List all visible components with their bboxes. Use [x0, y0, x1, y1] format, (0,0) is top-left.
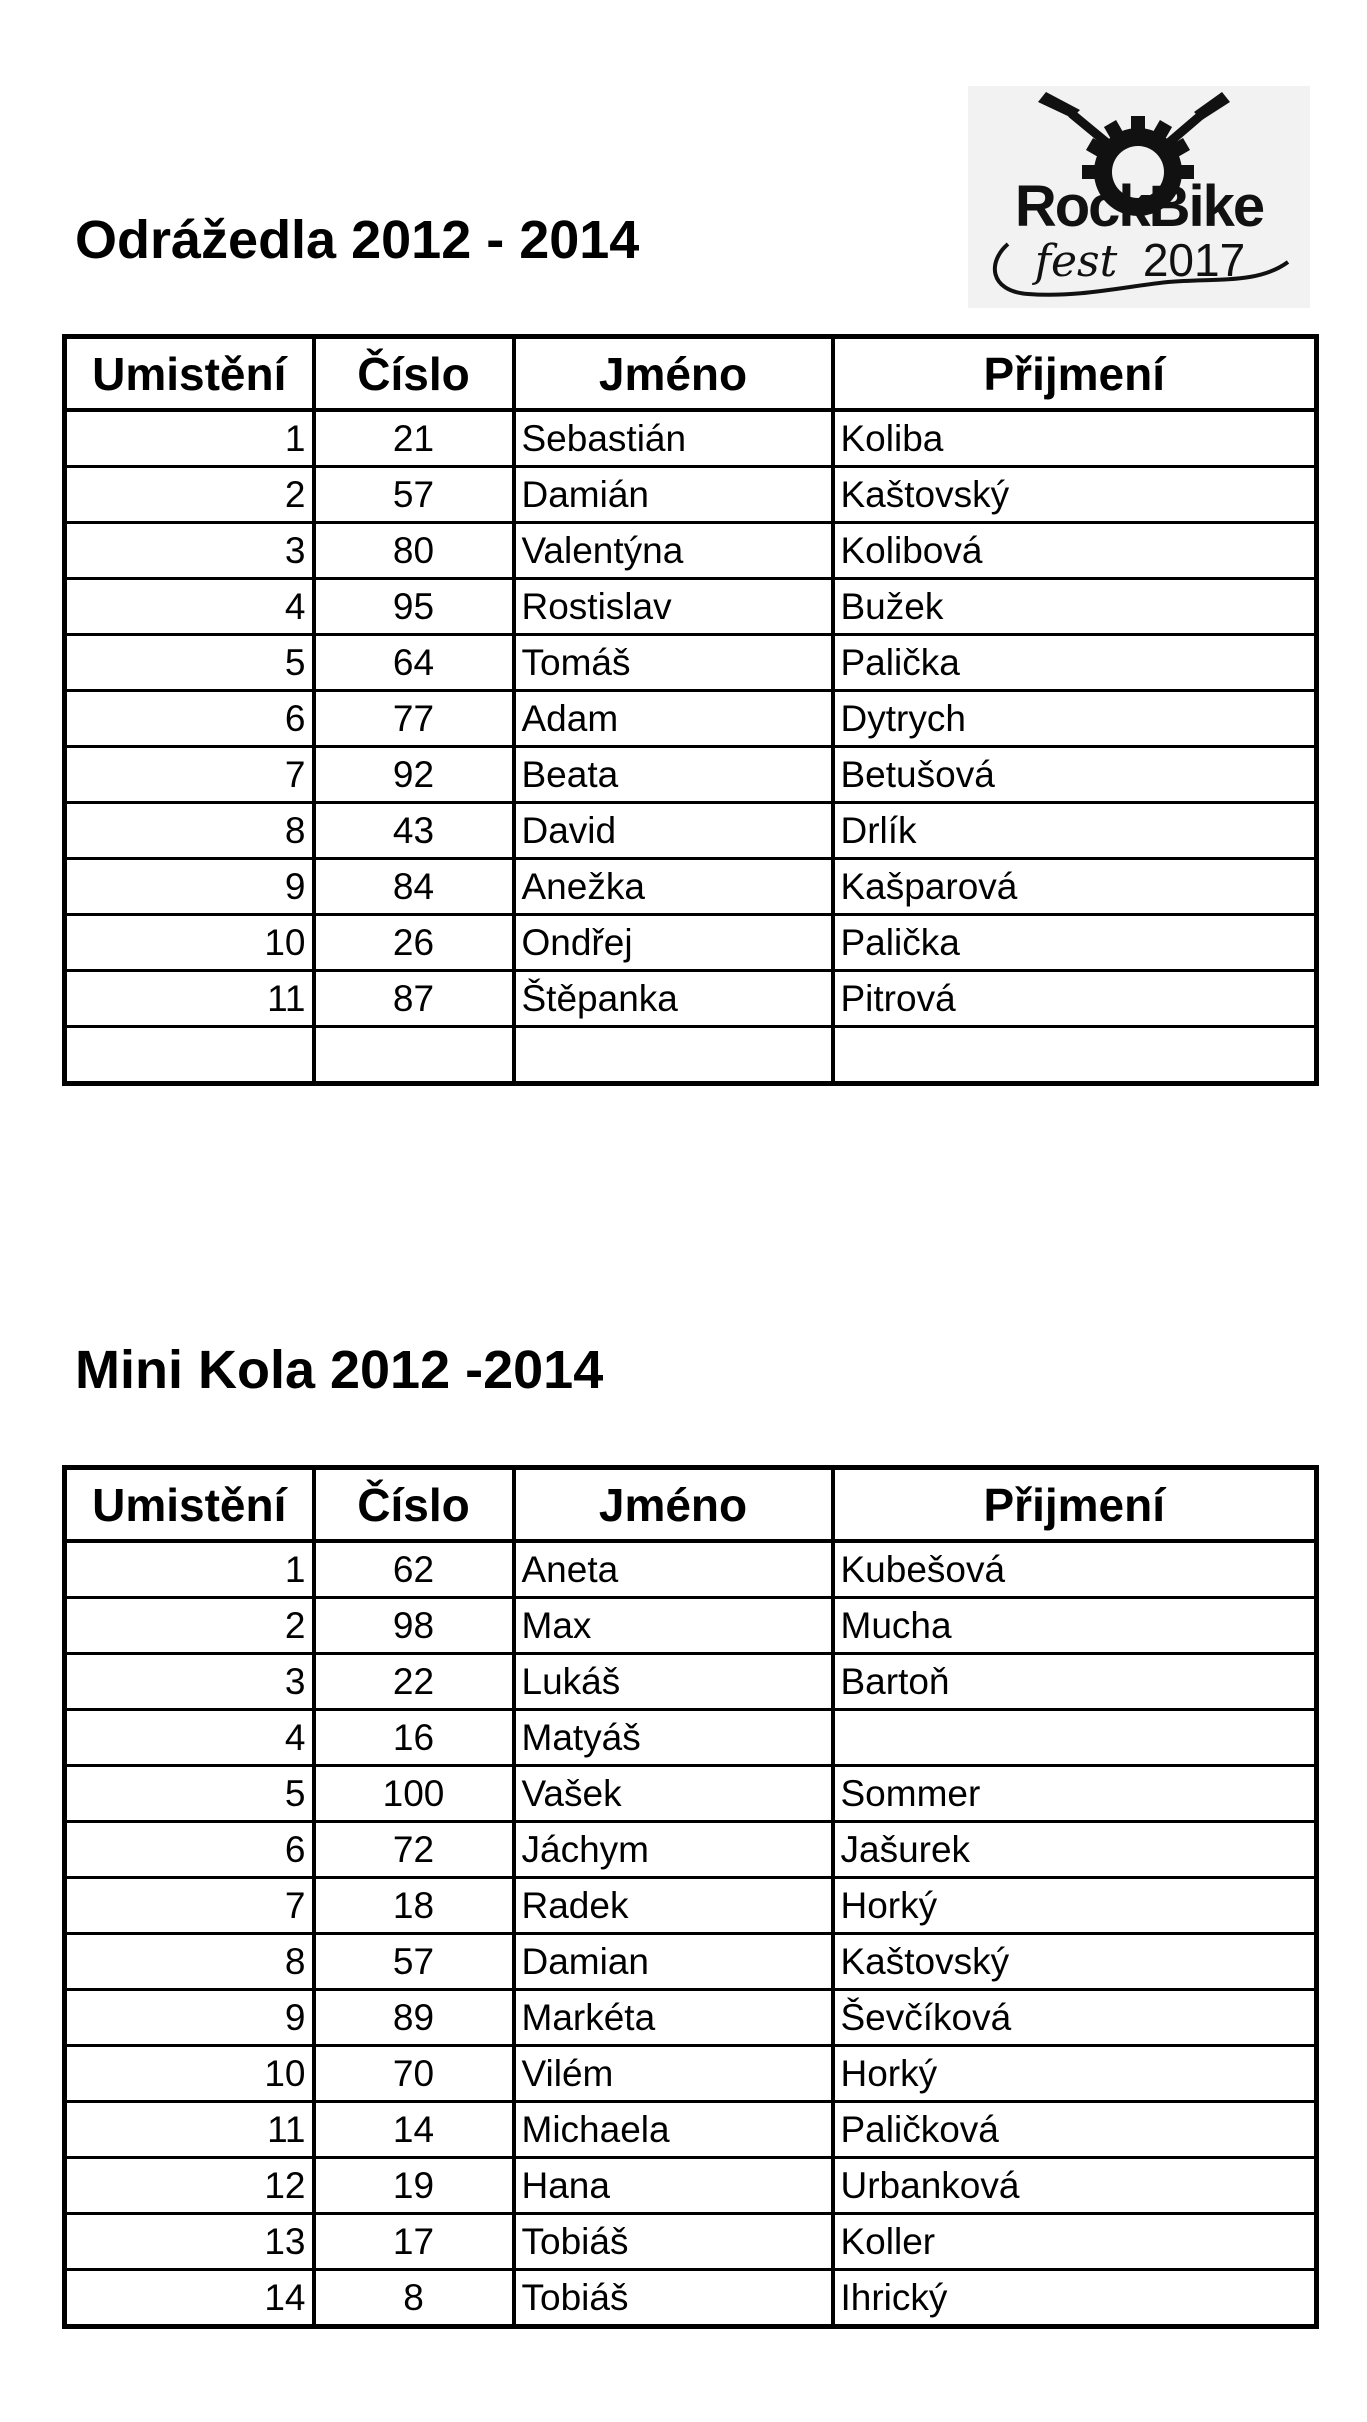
results-table-mini-kola	[62, 1465, 1319, 2329]
cell-rank: 7	[65, 1878, 314, 1934]
cell-first-name: Anežka	[514, 859, 833, 915]
cell-first-name: Štěpanka	[514, 971, 833, 1027]
table-header	[65, 1468, 1317, 1542]
cell-number: 57	[314, 467, 514, 523]
header-surname: Přijmení	[833, 1468, 1317, 1542]
logo-wordmark: RockBike	[1014, 174, 1264, 239]
cell-first-name: Hana	[514, 2158, 833, 2214]
cell-number: 89	[314, 1990, 514, 2046]
table-row	[65, 747, 1317, 803]
table-row	[65, 2270, 1317, 2327]
cell-surname: Ševčíková	[833, 1990, 1317, 2046]
table-row	[65, 859, 1317, 915]
table-row	[65, 803, 1317, 859]
table-row	[65, 410, 1317, 467]
cell-rank: 4	[65, 1710, 314, 1766]
table-row	[65, 691, 1317, 747]
cell-first-name: Ondřej	[514, 915, 833, 971]
cell-first-name: Lukáš	[514, 1654, 833, 1710]
cell-rank: 9	[65, 859, 314, 915]
table-row	[65, 2214, 1317, 2270]
cell-rank: 9	[65, 1990, 314, 2046]
cell-rank: 13	[65, 2214, 314, 2270]
cell-surname	[833, 1710, 1317, 1766]
table-row	[65, 1710, 1317, 1766]
table-row	[65, 2102, 1317, 2158]
cell-rank: 1	[65, 410, 314, 467]
rockbike-fest-logo	[968, 86, 1310, 308]
cell-surname: Bužek	[833, 579, 1317, 635]
cell-number: 26	[314, 915, 514, 971]
cell-number: 80	[314, 523, 514, 579]
cell-first-name: Damian	[514, 1934, 833, 1990]
table-row	[65, 1766, 1317, 1822]
cell-surname: Kolibová	[833, 523, 1317, 579]
cell-surname: Mucha	[833, 1598, 1317, 1654]
cell-first-name: Vašek	[514, 1766, 833, 1822]
cell-number: 95	[314, 579, 514, 635]
cell-first-name: Sebastián	[514, 410, 833, 467]
table-row	[65, 915, 1317, 971]
section-title-odrazedla: Odrážedla 2012 - 2014	[75, 210, 640, 270]
cell-first-name: Michaela	[514, 2102, 833, 2158]
table-row	[65, 1027, 1317, 1084]
cell-rank: 10	[65, 915, 314, 971]
header-number: Číslo	[314, 1468, 514, 1542]
cell-surname: Bartoň	[833, 1654, 1317, 1710]
table-row	[65, 635, 1317, 691]
cell-number: 77	[314, 691, 514, 747]
header-rank: Umistění	[65, 1468, 314, 1542]
header-first-name: Jméno	[514, 337, 833, 411]
cell-surname: Paličková	[833, 2102, 1317, 2158]
logo-fest-text: fest	[1034, 236, 1118, 287]
header-first-name: Jméno	[514, 1468, 833, 1542]
cell-surname: Palička	[833, 915, 1317, 971]
cell-rank: 2	[65, 467, 314, 523]
cell-surname: Pitrová	[833, 971, 1317, 1027]
cell-rank: 3	[65, 1654, 314, 1710]
cell-number: 17	[314, 2214, 514, 2270]
cell-first-name: Tobiáš	[514, 2270, 833, 2327]
cell-surname	[833, 1027, 1317, 1084]
table-row	[65, 971, 1317, 1027]
cell-surname: Palička	[833, 635, 1317, 691]
cell-number: 43	[314, 803, 514, 859]
cell-rank: 12	[65, 2158, 314, 2214]
cell-rank: 11	[65, 2102, 314, 2158]
header-surname: Přijmení	[833, 337, 1317, 411]
cell-number: 57	[314, 1934, 514, 1990]
cell-first-name: Max	[514, 1598, 833, 1654]
cell-surname: Koliba	[833, 410, 1317, 467]
cell-surname: Horký	[833, 1878, 1317, 1934]
table-row	[65, 1822, 1317, 1878]
cell-surname: Kaštovský	[833, 1934, 1317, 1990]
header-number: Číslo	[314, 337, 514, 411]
cell-rank: 2	[65, 1598, 314, 1654]
table-row	[65, 1934, 1317, 1990]
cell-first-name: Beata	[514, 747, 833, 803]
cell-rank: 14	[65, 2270, 314, 2327]
cell-rank: 7	[65, 747, 314, 803]
cell-number: 8	[314, 2270, 514, 2327]
cell-number: 16	[314, 1710, 514, 1766]
cell-first-name: Vilém	[514, 2046, 833, 2102]
cell-first-name: Valentýna	[514, 523, 833, 579]
cell-surname: Dytrych	[833, 691, 1317, 747]
cell-surname: Kubešová	[833, 1541, 1317, 1598]
cell-first-name: Markéta	[514, 1990, 833, 2046]
cell-rank: 6	[65, 691, 314, 747]
table-row	[65, 523, 1317, 579]
cell-first-name: Tomáš	[514, 635, 833, 691]
cell-surname: Koller	[833, 2214, 1317, 2270]
cell-number: 21	[314, 410, 514, 467]
table-row	[65, 467, 1317, 523]
cell-surname: Kaštovský	[833, 467, 1317, 523]
cell-rank: 4	[65, 579, 314, 635]
cell-rank: 8	[65, 803, 314, 859]
cell-surname: Urbanková	[833, 2158, 1317, 2214]
cell-number: 70	[314, 2046, 514, 2102]
cell-number: 19	[314, 2158, 514, 2214]
cell-surname: Kašparová	[833, 859, 1317, 915]
cell-rank: 3	[65, 523, 314, 579]
section-title-mini-kola: Mini Kola 2012 -2014	[75, 1340, 604, 1400]
cell-surname: Jašurek	[833, 1822, 1317, 1878]
cell-first-name: Adam	[514, 691, 833, 747]
cell-rank: 5	[65, 1766, 314, 1822]
header-rank: Umistění	[65, 337, 314, 411]
cell-first-name: Matyáš	[514, 1710, 833, 1766]
cell-first-name: David	[514, 803, 833, 859]
table-row	[65, 579, 1317, 635]
table-row	[65, 2046, 1317, 2102]
cell-surname: Drlík	[833, 803, 1317, 859]
cell-rank: 8	[65, 1934, 314, 1990]
table-row	[65, 2158, 1317, 2214]
table-row	[65, 1990, 1317, 2046]
cell-surname: Sommer	[833, 1766, 1317, 1822]
cell-number: 92	[314, 747, 514, 803]
cell-number: 72	[314, 1822, 514, 1878]
cell-rank: 10	[65, 2046, 314, 2102]
cell-rank: 5	[65, 635, 314, 691]
cell-first-name: Radek	[514, 1878, 833, 1934]
cell-number: 84	[314, 859, 514, 915]
cell-number: 100	[314, 1766, 514, 1822]
cell-number: 14	[314, 2102, 514, 2158]
cell-first-name: Aneta	[514, 1541, 833, 1598]
cell-number: 64	[314, 635, 514, 691]
cell-surname: Betušová	[833, 747, 1317, 803]
cell-first-name: Rostislav	[514, 579, 833, 635]
table-row	[65, 1654, 1317, 1710]
results-table-odrazedla	[62, 334, 1319, 1086]
cell-number: 18	[314, 1878, 514, 1934]
cell-number: 62	[314, 1541, 514, 1598]
table-row	[65, 1541, 1317, 1598]
cell-number: 98	[314, 1598, 514, 1654]
cell-first-name: Damián	[514, 467, 833, 523]
cell-number: 22	[314, 1654, 514, 1710]
logo-year: 2017	[1142, 234, 1246, 286]
cell-number	[314, 1027, 514, 1084]
cell-rank: 11	[65, 971, 314, 1027]
table-row	[65, 1878, 1317, 1934]
cell-number: 87	[314, 971, 514, 1027]
cell-rank: 1	[65, 1541, 314, 1598]
cell-surname: Horký	[833, 2046, 1317, 2102]
cell-first-name: Jáchym	[514, 1822, 833, 1878]
table-header	[65, 337, 1317, 411]
table-row	[65, 1598, 1317, 1654]
cell-rank: 6	[65, 1822, 314, 1878]
cell-first-name	[514, 1027, 833, 1084]
cell-rank	[65, 1027, 314, 1084]
cell-first-name: Tobiáš	[514, 2214, 833, 2270]
cell-surname: Ihrický	[840, 2276, 948, 2318]
